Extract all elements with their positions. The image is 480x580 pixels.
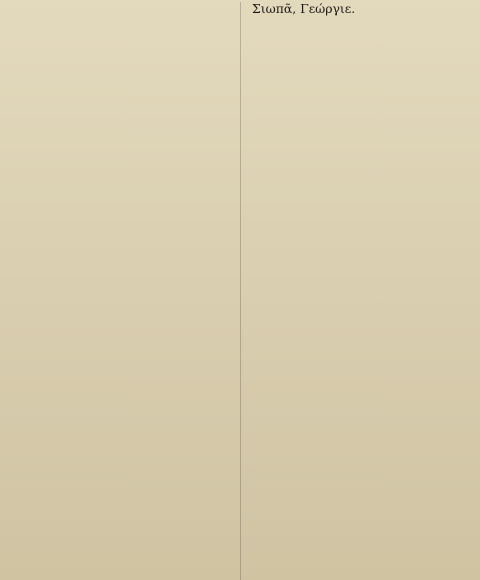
article-column-left [6,2,232,580]
column-divider [240,2,241,580]
article-column-right [248,2,474,580]
article-right-text: Σιωπᾶ, Γεώργιε. [252,2,356,16]
article-columns [6,2,474,580]
